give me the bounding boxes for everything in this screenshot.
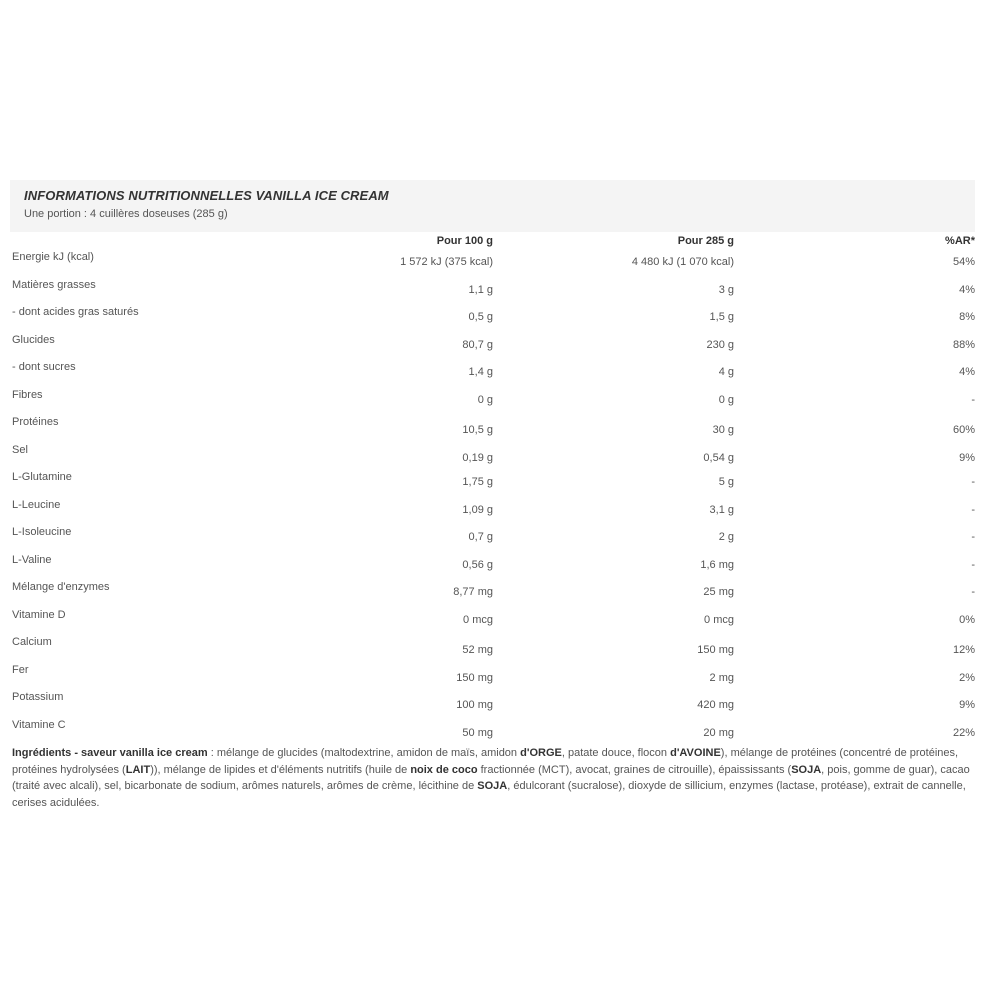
table-row — [10, 415, 975, 443]
value-per-285g: 0 mcg — [704, 613, 734, 626]
nutrition-table — [10, 250, 975, 745]
table-row — [10, 278, 975, 306]
value-per-285g: 1,6 mg — [700, 558, 734, 571]
table-row — [10, 470, 975, 498]
value-per-285g: 420 mg — [697, 699, 734, 711]
value-per-285g: 230 g — [706, 338, 734, 351]
value-ar: 60% — [952, 424, 975, 436]
value-per-100g: 1,75 g — [462, 476, 493, 488]
nutrient-label: Energie kJ (kcal) — [12, 251, 94, 263]
column-per-100g: Pour 100 g — [436, 235, 493, 247]
value-per-285g: 25 mg — [703, 586, 734, 598]
nutrient-label: L-Leucine — [12, 498, 61, 511]
table-row — [10, 663, 975, 691]
nutrient-label: - dont sucres — [12, 361, 76, 373]
value-per-100g: 1,4 g — [468, 366, 493, 378]
value-per-100g: 150 mg — [456, 671, 493, 684]
value-ar: 88% — [952, 338, 975, 351]
ingredient-text: , patate douce, flocon — [561, 747, 671, 759]
value-per-100g: 0,56 g — [462, 558, 493, 571]
allergen-text: d'AVOINE — [670, 747, 721, 759]
value-per-100g: 0 g — [477, 393, 493, 406]
nutrient-label: L-Isoleucine — [12, 526, 72, 538]
value-per-100g: 0,19 g — [462, 451, 493, 464]
ingredient-text: ), mélange de protéines (concentré de protéines, protéines hydrolysées ( — [12, 747, 959, 776]
value-per-100g: 1,09 g — [462, 503, 493, 516]
value-per-285g: 30 g — [712, 424, 734, 436]
value-per-285g: 4 g — [718, 366, 734, 378]
nutrient-label: Potassium — [12, 691, 64, 703]
allergen-text: LAIT — [125, 763, 151, 776]
value-per-285g: 3 g — [718, 283, 734, 296]
value-ar: 4% — [959, 366, 975, 378]
value-per-100g: 100 mg — [456, 699, 493, 711]
nutrient-label: Sel — [12, 443, 28, 456]
value-ar: - — [971, 476, 975, 488]
ingredients-text — [12, 745, 980, 811]
table-row — [10, 388, 975, 416]
ingredients-heading: Ingrédients - saveur vanilla ice cream — [12, 747, 208, 759]
value-ar: - — [971, 503, 975, 516]
value-per-100g: 80,7 g — [462, 338, 493, 351]
allergen-text: noix de coco — [410, 763, 478, 776]
nutrient-label: Calcium — [12, 636, 52, 648]
table-row — [10, 608, 975, 636]
ingredient-text: : mélange de glucides (maltodextrine, amidon de maïs, amidon — [207, 747, 521, 759]
nutrient-label: Fer — [12, 663, 29, 676]
value-per-100g: 0,7 g — [468, 531, 493, 543]
table-row — [10, 498, 975, 526]
allergen-text: d'ORGE — [520, 747, 562, 759]
nutrient-label: Fibres — [12, 388, 43, 401]
value-ar: 2% — [959, 671, 975, 684]
value-per-285g: 5 g — [718, 476, 734, 488]
value-per-100g: 10,5 g — [462, 424, 493, 436]
value-ar: - — [971, 393, 975, 406]
value-per-100g: 0,5 g — [468, 311, 493, 323]
value-per-285g: 0,54 g — [703, 451, 734, 464]
value-ar: 9% — [959, 699, 975, 711]
nutrient-label: L-Glutamine — [12, 471, 72, 483]
table-row — [10, 443, 975, 471]
value-ar: - — [971, 586, 975, 598]
ingredient-text: , pois, gomme de guar), cacao (traité avec alcali), sel, bicarbonate de sodium, arômes naturels, arômes de crème, lécithine de — [12, 763, 970, 792]
value-per-100g: 52 mg — [462, 644, 493, 656]
table-row — [10, 305, 975, 333]
value-ar: 22% — [952, 726, 975, 739]
value-ar: - — [971, 531, 975, 543]
value-per-285g: 150 mg — [697, 644, 734, 656]
value-per-285g: 3,1 g — [709, 503, 734, 516]
table-row — [10, 553, 975, 581]
value-per-285g: 2 g — [718, 531, 734, 543]
value-per-100g: 8,77 mg — [453, 586, 493, 598]
value-per-100g: 1 572 kJ (375 kcal) — [400, 256, 493, 268]
nutrient-label: - dont acides gras saturés — [12, 306, 139, 318]
value-ar: 4% — [959, 283, 975, 296]
column-ar: %AR* — [945, 235, 975, 247]
value-per-100g: 1,1 g — [468, 283, 493, 296]
ingredient-text: fractionnée (MCT), avocat, graines de citrouille), épaississants ( — [477, 763, 792, 776]
value-per-100g: 50 mg — [462, 726, 493, 739]
table-row — [10, 635, 975, 663]
value-ar: - — [971, 558, 975, 571]
value-ar: 54% — [952, 256, 975, 268]
table-row — [10, 690, 975, 718]
serving-size: Une portion : 4 cuillères doseuses (285 g) — [24, 208, 228, 220]
table-row — [10, 333, 975, 361]
table-row — [10, 360, 975, 388]
nutrition-panel — [10, 180, 975, 745]
allergen-text: SOJA — [477, 780, 508, 792]
value-per-285g: 0 g — [718, 393, 734, 406]
nutrient-label: L-Valine — [12, 553, 52, 566]
value-per-100g: 0 mcg — [463, 613, 493, 626]
allergen-text: SOJA — [791, 763, 822, 776]
value-ar: 8% — [959, 311, 975, 323]
table-row — [10, 525, 975, 553]
nutrition-title: INFORMATIONS NUTRITIONNELLES VANILLA ICE CREAM — [24, 188, 389, 203]
ingredient-text: )), mélange de lipides et d'éléments nutritifs (huile de — [150, 763, 411, 776]
table-row — [10, 580, 975, 608]
value-per-285g: 20 mg — [703, 726, 734, 739]
value-ar: 12% — [952, 644, 975, 656]
value-ar: 9% — [959, 451, 975, 464]
nutrient-label: Mélange d'enzymes — [12, 581, 110, 593]
table-row — [10, 250, 975, 278]
nutrient-label: Protéines — [12, 416, 59, 428]
ingredient-text: , édulcorant (sucralose), dioxyde de sillicium, enzymes (lactase, protéase), extrait de cannelle, cerises acidulées. — [12, 780, 966, 809]
nutrient-label: Vitamine C — [12, 718, 66, 731]
nutrition-header — [10, 180, 975, 232]
table-row — [10, 718, 975, 746]
value-per-285g: 4 480 kJ (1 070 kcal) — [631, 256, 734, 268]
value-ar: 0% — [959, 613, 975, 626]
column-per-285g: Pour 285 g — [677, 235, 734, 247]
nutrient-label: Vitamine D — [12, 608, 66, 621]
value-per-285g: 2 mg — [709, 671, 734, 684]
nutrient-label: Glucides — [12, 333, 55, 346]
value-per-285g: 1,5 g — [709, 311, 734, 323]
nutrient-label: Matières grasses — [12, 278, 96, 291]
